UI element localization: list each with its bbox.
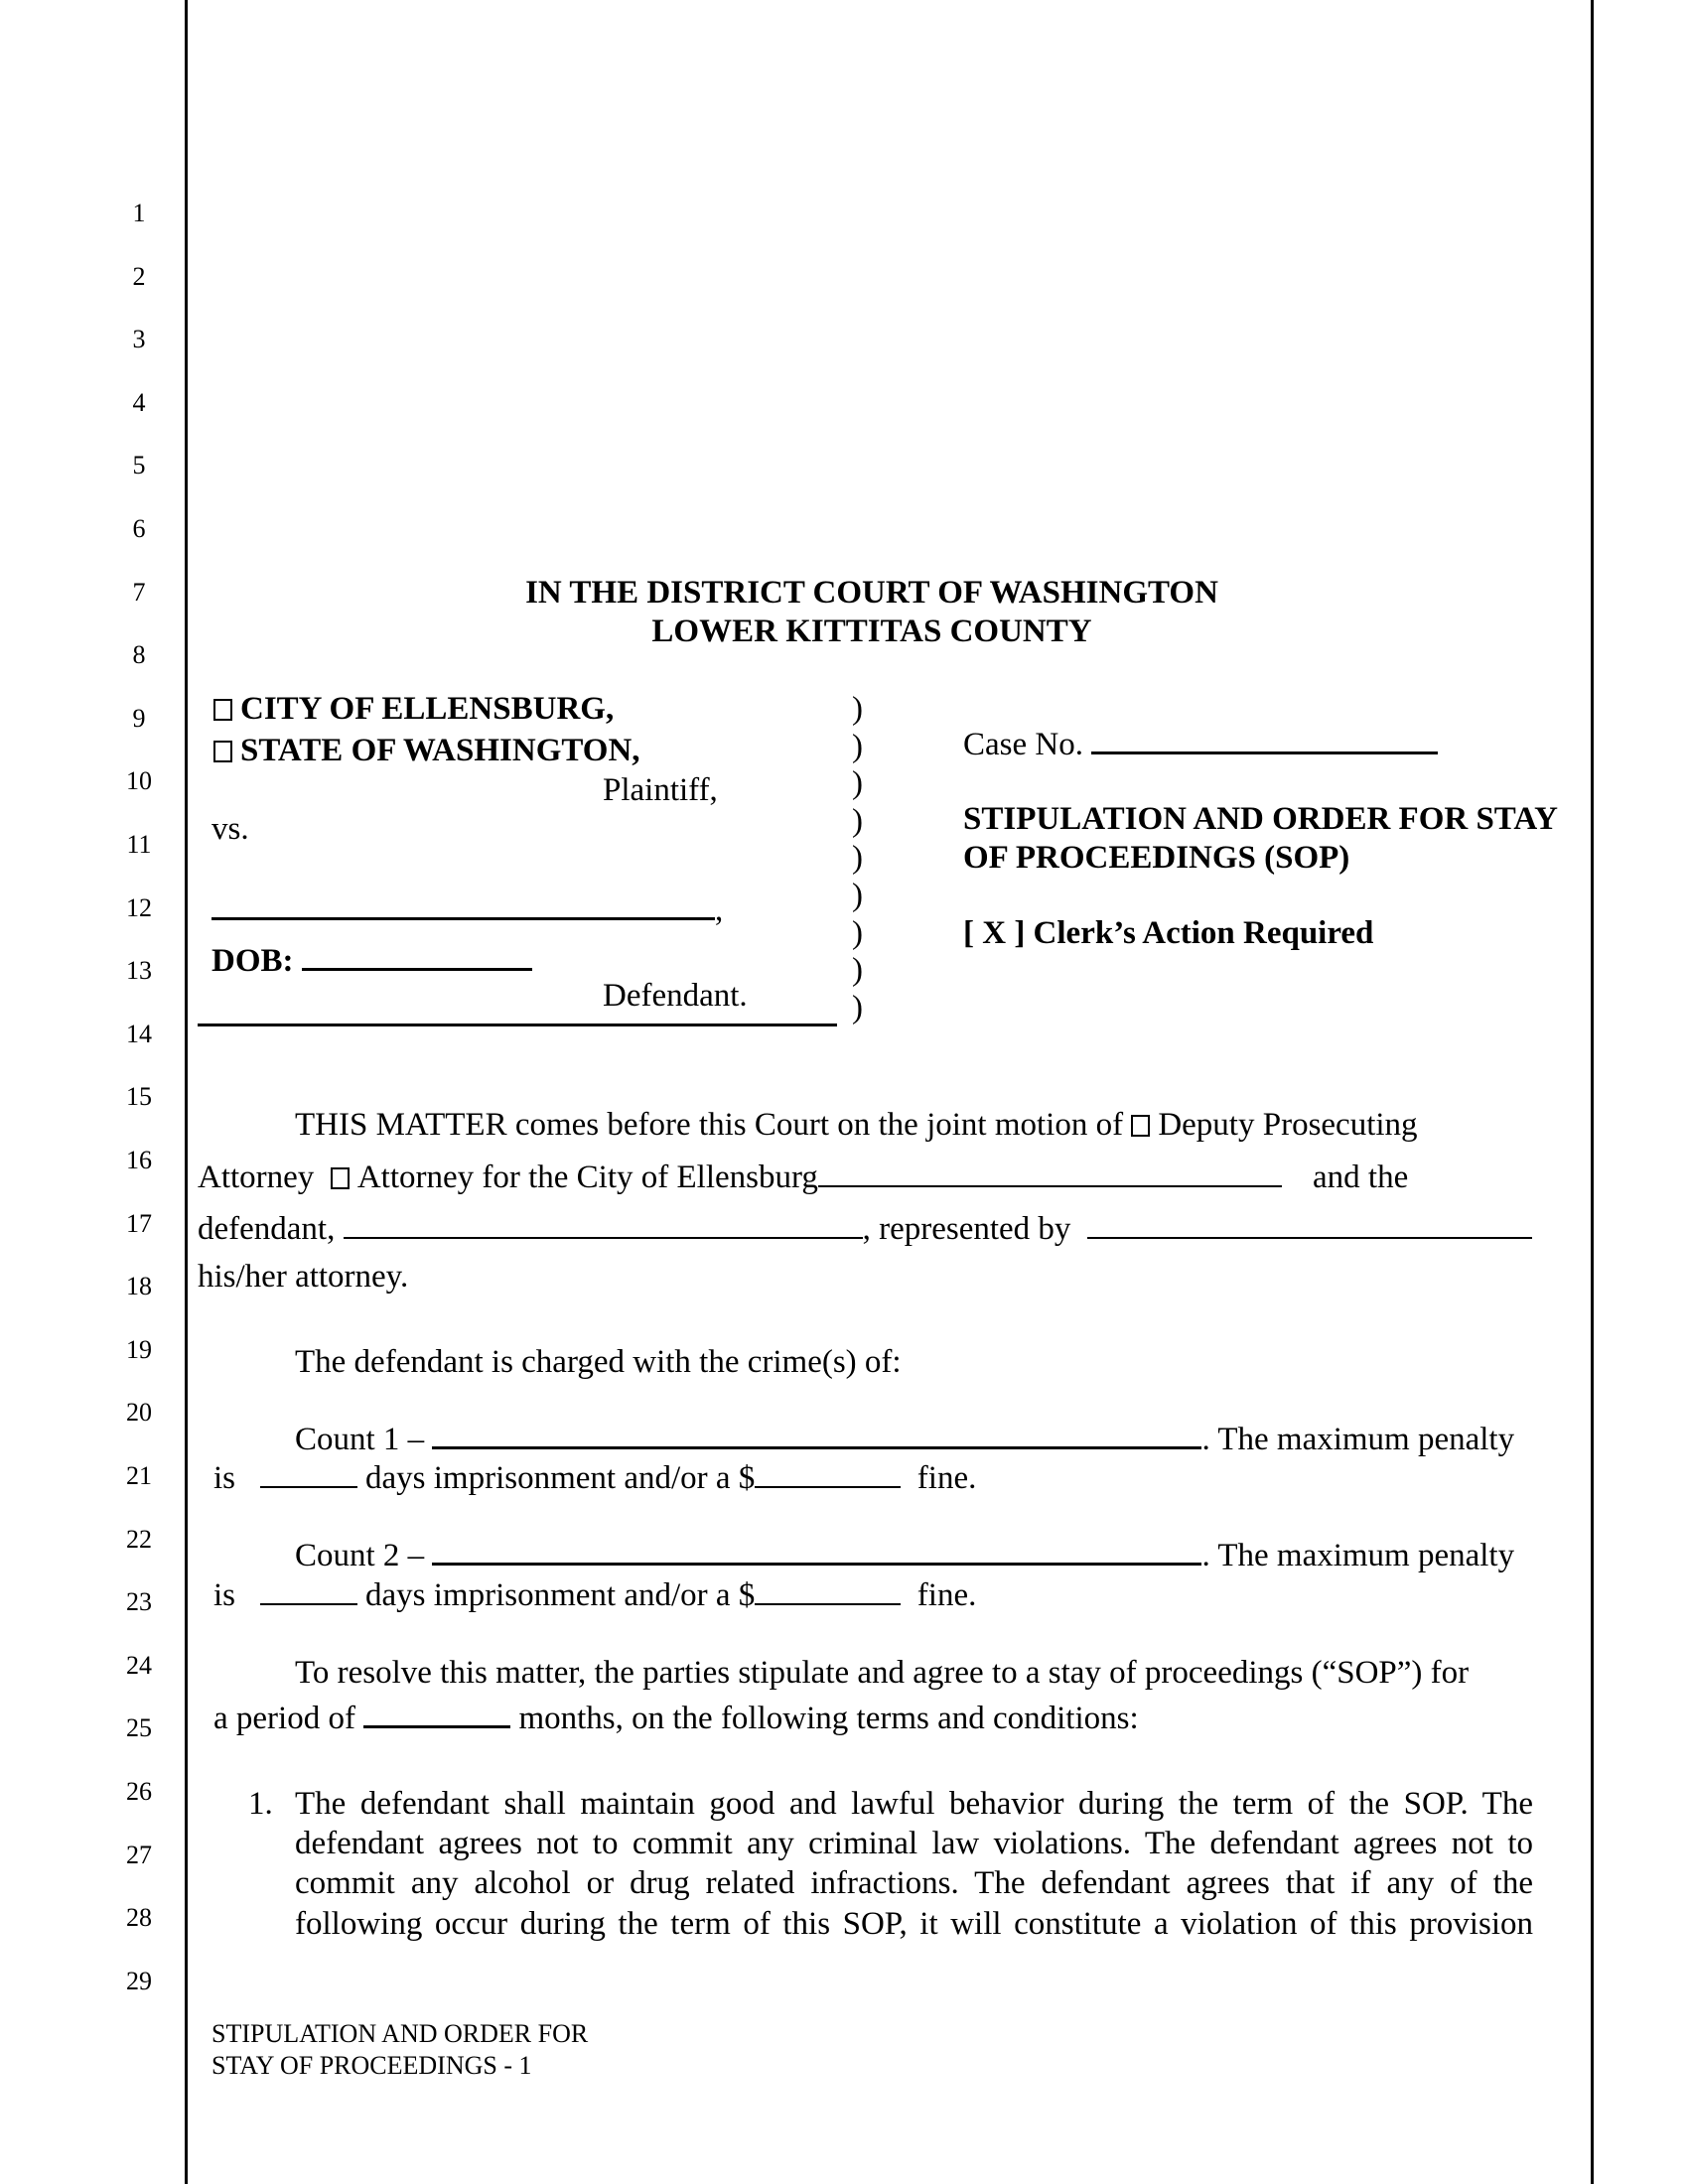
plaintiff-option-state [213,731,640,770]
count-1-penalty-line [213,1458,976,1498]
defendant-label-inline: defendant, [198,1211,336,1247]
line-number: 6 [132,514,146,543]
city-attorney-label: Attorney for the City of Ellensburg [356,1160,818,1195]
count-2-crime-blank[interactable] [432,1537,1201,1566]
defendant-label: Defendant. [603,978,748,1014]
motion-line-2 [198,1158,1282,1197]
days-text: days imprisonment and/or a $ [365,1460,756,1496]
dob-field [211,941,532,981]
line-number: 22 [126,1524,152,1554]
line-number: 5 [132,451,146,480]
state-checkbox[interactable] [213,741,232,762]
line-number: 19 [126,1334,152,1364]
line-number: 20 [126,1398,152,1428]
caption-paren: ) [852,952,863,989]
line-number: 16 [126,1146,152,1174]
count-2-label: Count 2 – [295,1538,425,1573]
item-1-number: 1. [248,1786,273,1822]
caption-paren: ) [852,728,863,764]
motion-line-3 [198,1209,1532,1249]
caption-paren: ) [852,691,863,727]
caption-paren: ) [852,878,863,913]
fine-text: fine. [916,1577,977,1613]
max-penalty-text: . The maximum penalty [1201,1538,1515,1573]
deputy-prosecutor-checkbox[interactable] [1131,1115,1150,1137]
motion-line-4: his/her attorney. [198,1259,409,1295]
line-number: 28 [126,1903,152,1933]
caption-paren: ) [852,765,863,802]
attorney-name-blank[interactable] [818,1160,1282,1187]
line-number: 13 [126,956,152,986]
caption-bottom-rule [198,1024,837,1026]
plaintiff-option-city [213,689,614,729]
months-text: months, on the following terms and conditions: [518,1701,1139,1736]
caption-paren: ) [852,840,863,877]
line-number: 29 [126,1966,152,1995]
dob-blank[interactable] [302,942,532,971]
plaintiff-label: Plaintiff, [603,772,718,808]
line-number: 10 [126,766,152,796]
and-the: and the [1313,1160,1409,1195]
defendant-name-field [211,890,723,930]
case-number-field [963,725,1438,764]
resolve-line-2 [213,1699,1139,1738]
line-number: 8 [132,640,146,670]
city-label: CITY OF ELLENSBURG, [240,691,615,727]
case-number-blank[interactable] [1091,726,1438,754]
defendant-name-blank[interactable] [211,891,715,920]
item-1-line: following occur during the term of this SOP, it will constitute a violation of this provision [295,1906,1533,1942]
line-number: 1 [132,199,146,227]
county-heading: LOWER KITTITAS COUNTY [651,614,1092,649]
dob-label: DOB: [211,943,294,979]
charged-text: The defendant is charged with the crime(s) of: [295,1344,902,1380]
state-label: STATE OF WASHINGTON, [240,733,640,768]
item-1-line: defendant agrees not to commit any criminal law violations. The defendant agrees not to [295,1826,1533,1861]
deputy-prosecuting-label: Deputy Prosecuting [1158,1107,1418,1143]
motion-text: THIS MATTER comes before this Court on the joint motion of [295,1107,1124,1143]
motion-line-1 [295,1105,1418,1145]
line-number: 25 [126,1713,152,1743]
document-title-1: STIPULATION AND ORDER FOR STAY [963,801,1558,837]
line-number: 7 [132,577,146,607]
defense-attorney-blank[interactable] [1087,1211,1532,1239]
footer-line-2: STAY OF PROCEEDINGS - 1 [211,2051,532,2080]
item-1-line: commit any alcohol or drug related infractions. The defendant agrees that if any of the [295,1865,1533,1901]
city-attorney-checkbox[interactable] [331,1167,350,1189]
line-number: 14 [126,1019,152,1048]
count-2-line [295,1536,1514,1575]
line-number: 18 [126,1272,152,1301]
is-label: is [213,1577,236,1613]
case-no-label: Case No. [963,727,1083,762]
item-1-line: The defendant shall maintain good and lawful behavior during the term of the SOP. The [295,1786,1533,1822]
line-number: 26 [126,1777,152,1806]
months-blank[interactable] [363,1700,510,1728]
represented-by: , represented by [862,1211,1071,1247]
max-penalty-text: . The maximum penalty [1201,1422,1515,1457]
line-number: 3 [132,325,146,354]
caption-paren: ) [852,802,863,839]
count-2-penalty-line [213,1575,976,1615]
left-margin-rule [185,0,188,2184]
line-number: 27 [126,1840,152,1869]
caption-paren: ) [852,989,863,1025]
count-1-days-blank[interactable] [260,1460,357,1488]
clerk-action-required: [ X ] Clerk’s Action Required [963,915,1374,951]
is-label: is [213,1460,236,1496]
attorney-label: Attorney [198,1160,315,1195]
footer-line-1: STIPULATION AND ORDER FOR [211,2019,589,2048]
line-number: 17 [126,1208,152,1238]
right-margin-rule [1591,0,1594,2184]
period-of-label: a period of [213,1701,355,1736]
court-heading: IN THE DISTRICT COURT OF WASHINGTON [525,575,1218,611]
fine-text: fine. [916,1460,977,1496]
count-2-days-blank[interactable] [260,1577,357,1605]
line-number: 11 [126,830,152,859]
line-number: 4 [132,387,146,417]
defendant-blank[interactable] [344,1211,863,1239]
count-1-crime-blank[interactable] [432,1421,1201,1449]
caption-paren: ) [852,914,863,951]
city-checkbox[interactable] [213,699,232,721]
count-2-fine-blank[interactable] [755,1577,901,1605]
count-1-fine-blank[interactable] [755,1460,901,1488]
document-title-2: OF PROCEEDINGS (SOP) [963,840,1350,876]
line-number: 21 [126,1461,152,1490]
line-number: 2 [132,261,146,291]
vs-label: vs. [211,811,249,847]
comma: , [715,892,724,928]
line-number: 15 [126,1082,152,1112]
line-number: 12 [126,892,152,922]
line-number: 23 [126,1587,152,1617]
days-text: days imprisonment and/or a $ [365,1577,756,1613]
line-number: 9 [132,703,146,733]
resolve-line-1: To resolve this matter, the parties stipulate and agree to a stay of proceedings (“SOP”) for [295,1655,1470,1691]
count-1-line [295,1420,1514,1459]
count-1-label: Count 1 – [295,1422,425,1457]
line-number: 24 [126,1650,152,1680]
